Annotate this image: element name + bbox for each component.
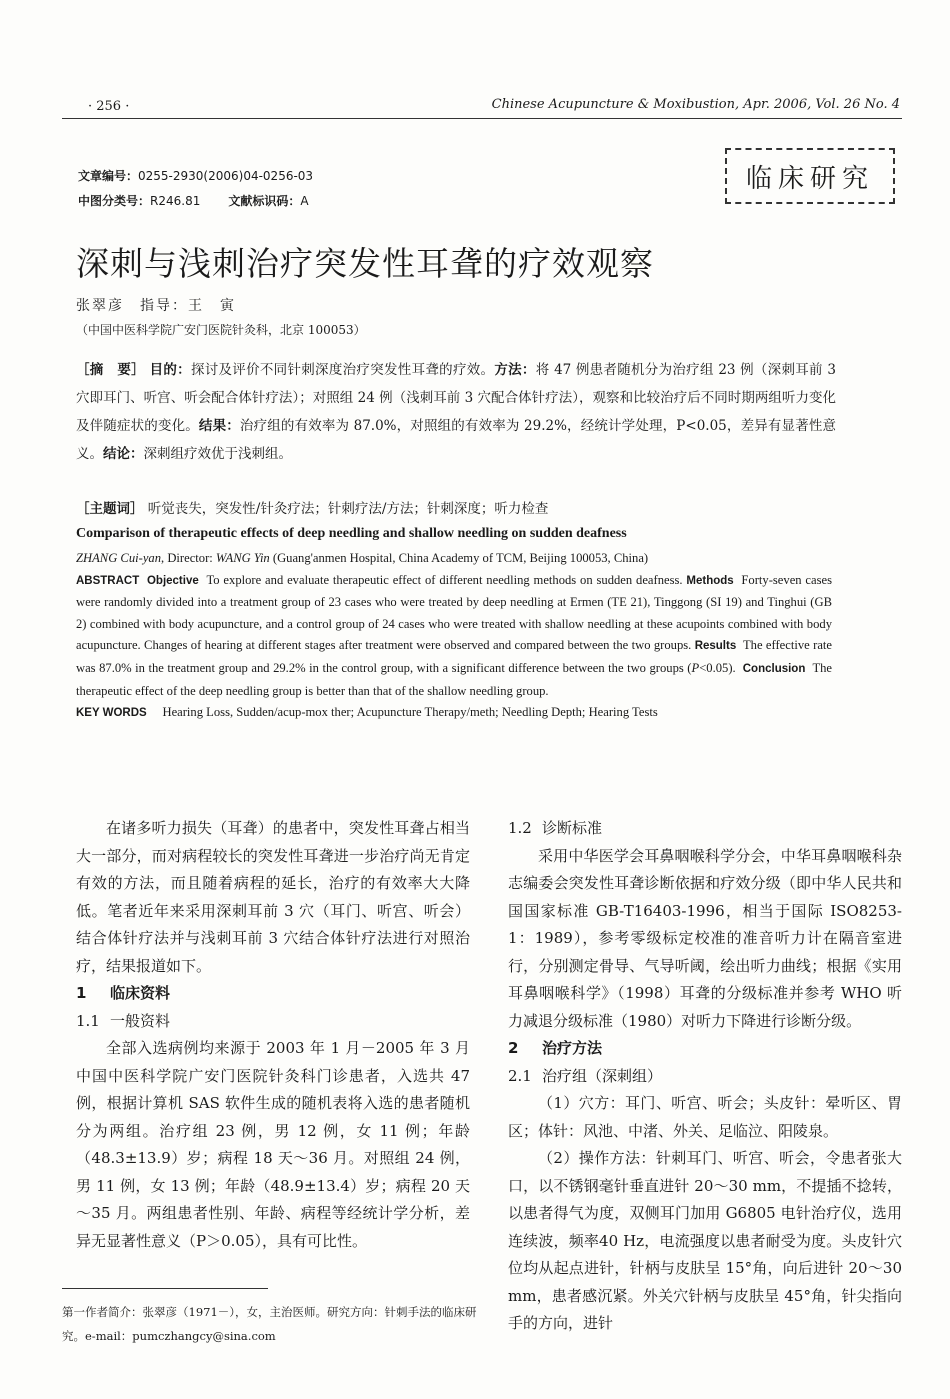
article-number: 0255-2930(2006)04-0256-03 xyxy=(138,169,314,183)
objective-label: Objective xyxy=(146,574,199,587)
results-label: Results xyxy=(694,640,737,653)
article-title-cn: 深刺与浅刺治疗突发性耳聋的疗效观察 xyxy=(76,244,654,283)
page-number: · 256 · xyxy=(88,99,130,114)
conclusion-en-label: Conclusion xyxy=(742,662,806,675)
section-2-heading: 2 治疗方法 xyxy=(508,1039,603,1057)
result-label: 结果： xyxy=(198,418,240,434)
conclusion-label: 结论： xyxy=(103,446,144,462)
section-1-1-heading: 1.1 一般资料 xyxy=(76,1011,171,1030)
procedure-paragraph: （2）操作方法：针刺耳门、听宫、听会，令患者张大口，以不锈钢毫针垂直进针 20～30 mm，不提插不捻转，以患者得气为度，双侧耳门加用 G6805 电针治疗仪，选用连续波，频率40 Hz，电流强度以患者耐受为度。头皮针穴位均从起点进针，针柄与皮肤呈 15°角，向后进针 20～30 mm，患者感沉紧。外关穴针柄与皮肤呈 45°角，针尖指向手的方向，进针 xyxy=(508,1149,902,1332)
authors-en: ZHANG Cui-yan, Director: WANG Yin (Guang'anmen Hospital, China Academy of TCM, Beijing 100053, China) xyxy=(76,551,649,565)
affiliation-cn: （中国中医科学院广安门医院针灸科，北京 100053） xyxy=(76,323,366,337)
purpose-label: 目的： xyxy=(149,362,191,378)
methods-text: Forty-seven cases were randomly divided into a treatment group of 23 cases who were treated by deep needling at Ermen (TE 21), Tinggong (SI 19) and Tinghui (GB 2) combined with body acupuncture, and a control group of 24 cases who were treated with shallow needling at these acupoints combined with body acupuncture. Changes of hearing at different stages after treatment were observed and compared between the two groups. xyxy=(76,572,833,653)
section-2-1-heading: 2.1 治疗组（深刺组） xyxy=(508,1066,663,1085)
keywords-cn xyxy=(76,497,836,517)
article-title-en: Comparison of therapeutic effects of deep needling and shallow needling on sudden deafness xyxy=(76,526,627,541)
results-text-b: <0.05). xyxy=(699,660,736,675)
footnote-rule xyxy=(62,1288,268,1289)
result-text: 治疗组的有效率为 87.0%，对照组的有效率为 29.2%，经统计学处理，P<0.05，差异有显著性意义。 xyxy=(76,418,837,462)
section-1-heading: 1 临床资料 xyxy=(76,984,171,1002)
doc-code: A xyxy=(300,194,309,208)
keywords-cn-text: 听觉丧失，突发性/针灸疗法；针刺疗法/方法；针刺深度；听力检查 xyxy=(147,501,549,517)
abstract-en xyxy=(76,570,832,703)
journal-header: Chinese Acupuncture & Moxibustion, Apr. 2006, Vol. 26 No. 4 xyxy=(491,97,900,112)
abstract-label: ［摘 要］ xyxy=(76,362,145,378)
author-en: ZHANG Cui-yan xyxy=(76,551,162,565)
classification-line xyxy=(78,192,309,209)
keywords-cn-label: ［主题词］ xyxy=(76,501,144,517)
keywords-en-text: Hearing Loss, Sudden/acup-mox ther; Acupuncture Therapy/meth; Needling Depth; Hearing Tests xyxy=(162,705,658,720)
body-column-left xyxy=(76,815,470,1255)
abstract-en-block xyxy=(76,548,832,725)
intro-paragraph: 在诸多听力损失（耳聋）的患者中，突发性耳聋占相当大一部分，而对病程较长的突发性耳聋进一步治疗尚无肯定有效的方法，而且随着病程的延长，治疗的有效率大大降低。笔者近年来采用深刺耳前 3 穴（耳门、听宫、听会）结合体针疗法并与浅刺耳前 3 穴结合体针疗法进行对照治疗，结果报道如下。 xyxy=(76,819,470,975)
keywords-en xyxy=(76,702,832,725)
methods-label: Methods xyxy=(686,574,734,587)
results-text-a: The effective rate was 87.0% in the treatment group and 29.2% in the control group, with a significant difference between the two groups ( xyxy=(76,638,832,675)
doc-code-label: 文献标识码： xyxy=(228,194,301,208)
keywords-en-label: KEY WORDS xyxy=(76,707,147,720)
article-number-line xyxy=(78,167,313,184)
conclusion-text: 深刺组疗效优于浅刺组。 xyxy=(143,446,292,462)
article-number-label: 文章编号： xyxy=(78,169,139,183)
header-rule xyxy=(62,118,902,119)
method-text: 将 47 例患者随机分为治疗组 23 例（深刺耳前 3 穴即耳门、听宫、听会配合体针疗法）；对照组 24 例（浅刺耳前 3 穴配合体针疗法），观察和比较治疗后不同时期两组听力变化及伴随症状的变化。 xyxy=(76,362,837,434)
abstract-en-label: ABSTRACT xyxy=(76,574,140,587)
director-en: WANG Yin xyxy=(215,551,270,565)
purpose-text: 探讨及评价不同针刺深度治疗突发性耳聋的疗效。 xyxy=(190,362,495,378)
class-label: 中图分类号： xyxy=(78,194,151,208)
footnote-author-bio: 第一作者简介：张翠彦（1971－），女，主治医师。研究方向：针刺手法的临床研究。e-mail：pumczhangcy@sina.com xyxy=(62,1305,477,1343)
conclusion-en-text: The therapeutic effect of the deep needling group is better than that of the shallow needling group. xyxy=(76,660,833,698)
results-p: P xyxy=(691,660,700,675)
affiliation-en: (Guang'anmen Hospital, China Academy of TCM, Beijing 100053, China) xyxy=(269,551,649,565)
section-1-2-paragraph: 采用中华医学会耳鼻咽喉科学分会，中华耳鼻咽喉科杂志编委会突发性耳聋诊断依据和疗效分级（即中华人民共和国国家标准 GB-T16403-1996，相当于国际 ISO8253-1：1989），参考零级标定校准的准音听力计在隔音室进行，分别测定骨导、气导听阈，绘出听力曲线；根据《实用耳鼻咽喉科学》（1998）耳聋的分级标准并参考 WHO 听力减退分级标准（1980）对听力下降进行诊断分级。 xyxy=(508,846,902,1030)
abstract-cn xyxy=(76,356,836,468)
section-1-2-heading: 1.2 诊断标准 xyxy=(508,819,603,837)
acupoint-paragraph: （1）穴方：耳门、听宫、听会；头皮针：晕听区、胃区；体针：风池、中渚、外关、足临泣、阳陵泉。 xyxy=(508,1094,902,1140)
method-label: 方法： xyxy=(494,362,536,378)
objective-text: To explore and evaluate therapeutic effect of different needling methods on sudden deafness. xyxy=(206,572,683,587)
body-column-right xyxy=(508,815,902,1338)
class-number: R246.81 xyxy=(150,194,201,208)
section-1-1-paragraph: 全部入选病例均来源于 2003 年 1 月－2005 年 3 月中国中医科学院广安门医院针灸科门诊患者，入选共 47 例，根据计算机 SAS 软件生成的随机表将入选的患者随机分为两组。治疗组 23 例，男 12 例，女 11 例；年龄（48.3±13.9）岁；病程 18 天～36 月。对照组 24 例，男 11 例，女 13 例；年龄（48.9±13.4）岁；病程 20 天～35 月。两组患者性别、年龄、病程等经统计学分析，差异无显著性意义（P＞0.05），具有可比性。 xyxy=(76,1039,470,1250)
section-label-box: 临床研究 xyxy=(725,148,895,204)
authors-cn: 张翠彦 指导：王 寅 xyxy=(76,298,236,314)
